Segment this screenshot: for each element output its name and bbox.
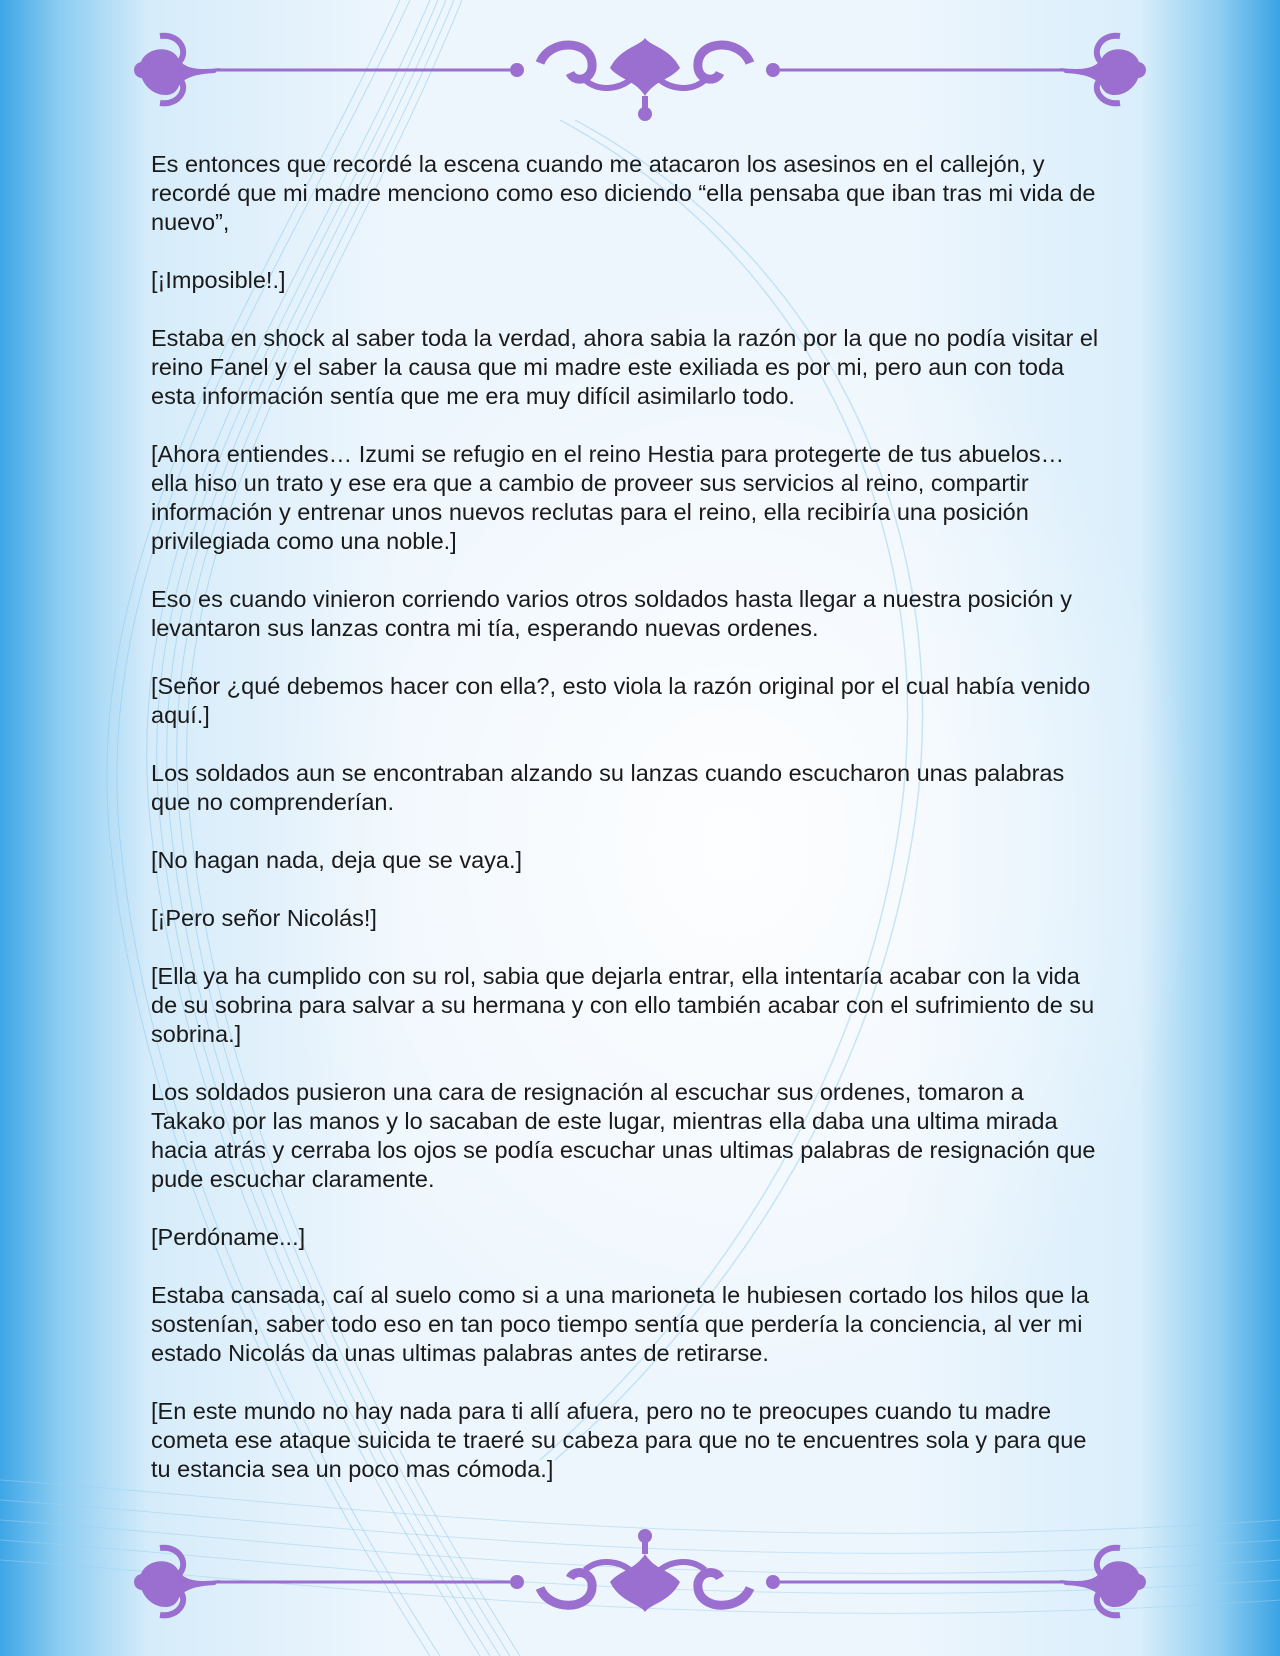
paragraph: Estaba cansada, caí al suelo como si a una marioneta le hubiesen cortado los hilos que la sostenían, saber todo eso en tan poco tiempo sentía que perdería la conciencia, al ver mi estado Nicolás da unas ultimas palabras antes de retirarse.	[151, 1282, 1089, 1366]
paragraph: Estaba en shock al saber toda la verdad, ahora sabia la razón por la que no podía visitar el reino Fanel y el saber la causa que mi madre este exiliada es por mi, pero aun con toda esta información sentía que me era muy difícil asimilarlo todo.	[151, 325, 1099, 409]
paragraph: Es entonces que recordé la escena cuando me atacaron los asesinos en el callejón, y recordé que mi madre menciono como eso diciendo “ella pensaba que iban tras mi vida de nuevo”,	[151, 151, 1096, 235]
paragraph: [No hagan nada, deja que se vaya.]	[151, 847, 523, 873]
bottom-ornament	[130, 1520, 1150, 1630]
paragraph: [¡Imposible!.]	[151, 267, 286, 293]
document-body	[151, 150, 1101, 1513]
paragraph: [Señor ¿qué debemos hacer con ella?, esto viola la razón original por el cual había venido aquí.]	[151, 673, 1091, 728]
paragraph: [Ella ya ha cumplido con su rol, sabia que dejarla entrar, ella intentaría acabar con la vida de su sobrina para salvar a su hermana y con ello también acabar con el sufrimiento de su sobrina.]	[151, 963, 1095, 1047]
paragraph: Los soldados pusieron una cara de resignación al escuchar sus ordenes, tomaron a Takako por las manos y lo sacaban de este lugar, mientras ella daba una ultima mirada hacia atrás y cerraba los ojos se podía escuchar unas ultimas palabras de resignación que pude escuchar claramente.	[151, 1079, 1096, 1192]
paragraph: Eso es cuando vinieron corriendo varios otros soldados hasta llegar a nuestra posición y levantaron sus lanzas contra mi tía, esperando nuevas ordenes.	[151, 586, 1072, 641]
paragraph: [¡Pero señor Nicolás!]	[151, 905, 377, 931]
paragraph: [Ahora entiendes… Izumi se refugio en el reino Hestia para protegerte de tus abuelos… ella hiso un trato y ese era que a cambio de proveer sus servicios al reino, compartir información y entrenar unos nuevos reclutas para el reino, ella recibiría una posición privilegiada como una noble.]	[151, 441, 1065, 554]
paragraph: [Perdóname...]	[151, 1224, 306, 1250]
top-ornament	[130, 18, 1150, 128]
paragraph: Los soldados aun se encontraban alzando su lanzas cuando escucharon unas palabras que no comprenderían.	[151, 760, 1065, 815]
paragraph: [En este mundo no hay nada para ti allí afuera, pero no te preocupes cuando tu madre cometa ese ataque suicida te traeré su cabeza para que no te encuentres sola y para que tu estancia sea un poco mas cómoda.]	[151, 1398, 1087, 1482]
